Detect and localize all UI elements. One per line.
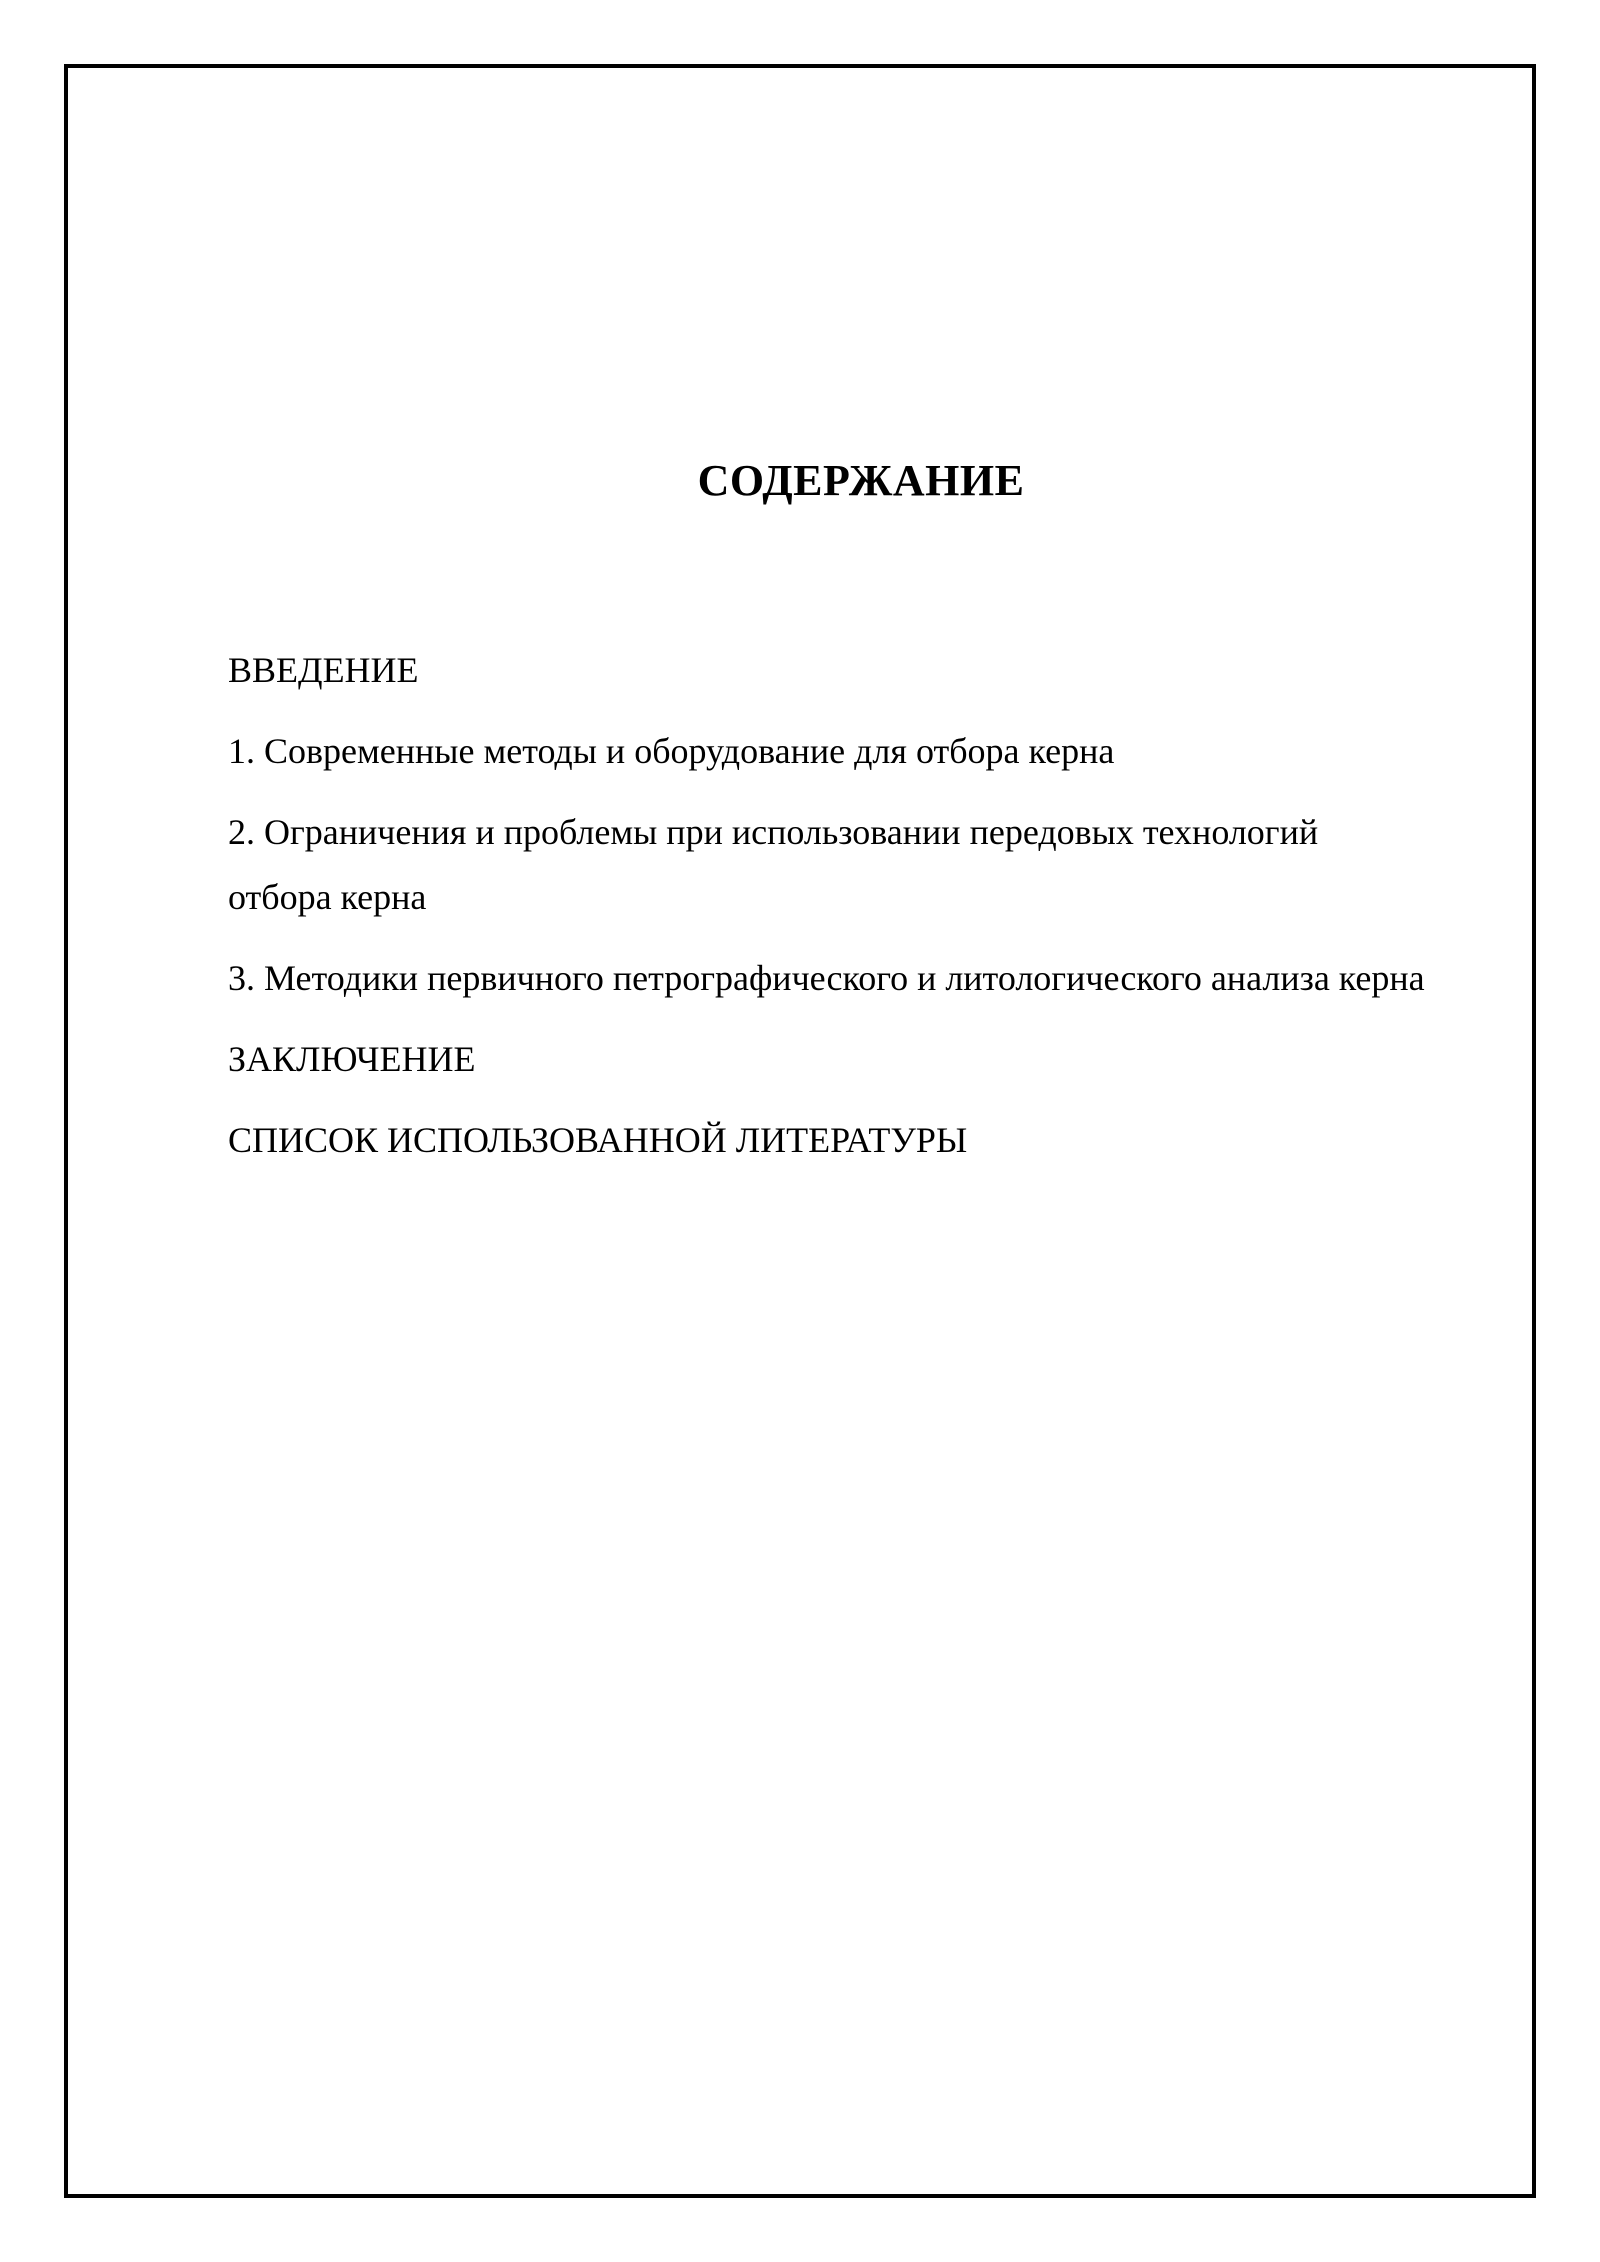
toc-entry-chapter-1: 1. Современные методы и оборудование для отбора керна xyxy=(228,731,1115,771)
toc-entry-introduction: ВВЕДЕНИЕ xyxy=(228,650,419,690)
toc-entry-references: СПИСОК ИСПОЛЬЗОВАННОЙ ЛИТЕРАТУРЫ xyxy=(228,1120,968,1160)
toc-entry-conclusion: ЗАКЛЮЧЕНИЕ xyxy=(228,1039,476,1079)
toc-entry-chapter-3: 3. Методики первичного петрографического и литологического анализа керна xyxy=(228,958,1425,998)
table-of-contents xyxy=(228,638,1428,1189)
page-title: СОДЕРЖАНИЕ xyxy=(697,456,1025,505)
toc-entry-chapter-2: 2. Ограничения и проблемы при использовании передовых технологий отбора керна xyxy=(228,812,1319,917)
